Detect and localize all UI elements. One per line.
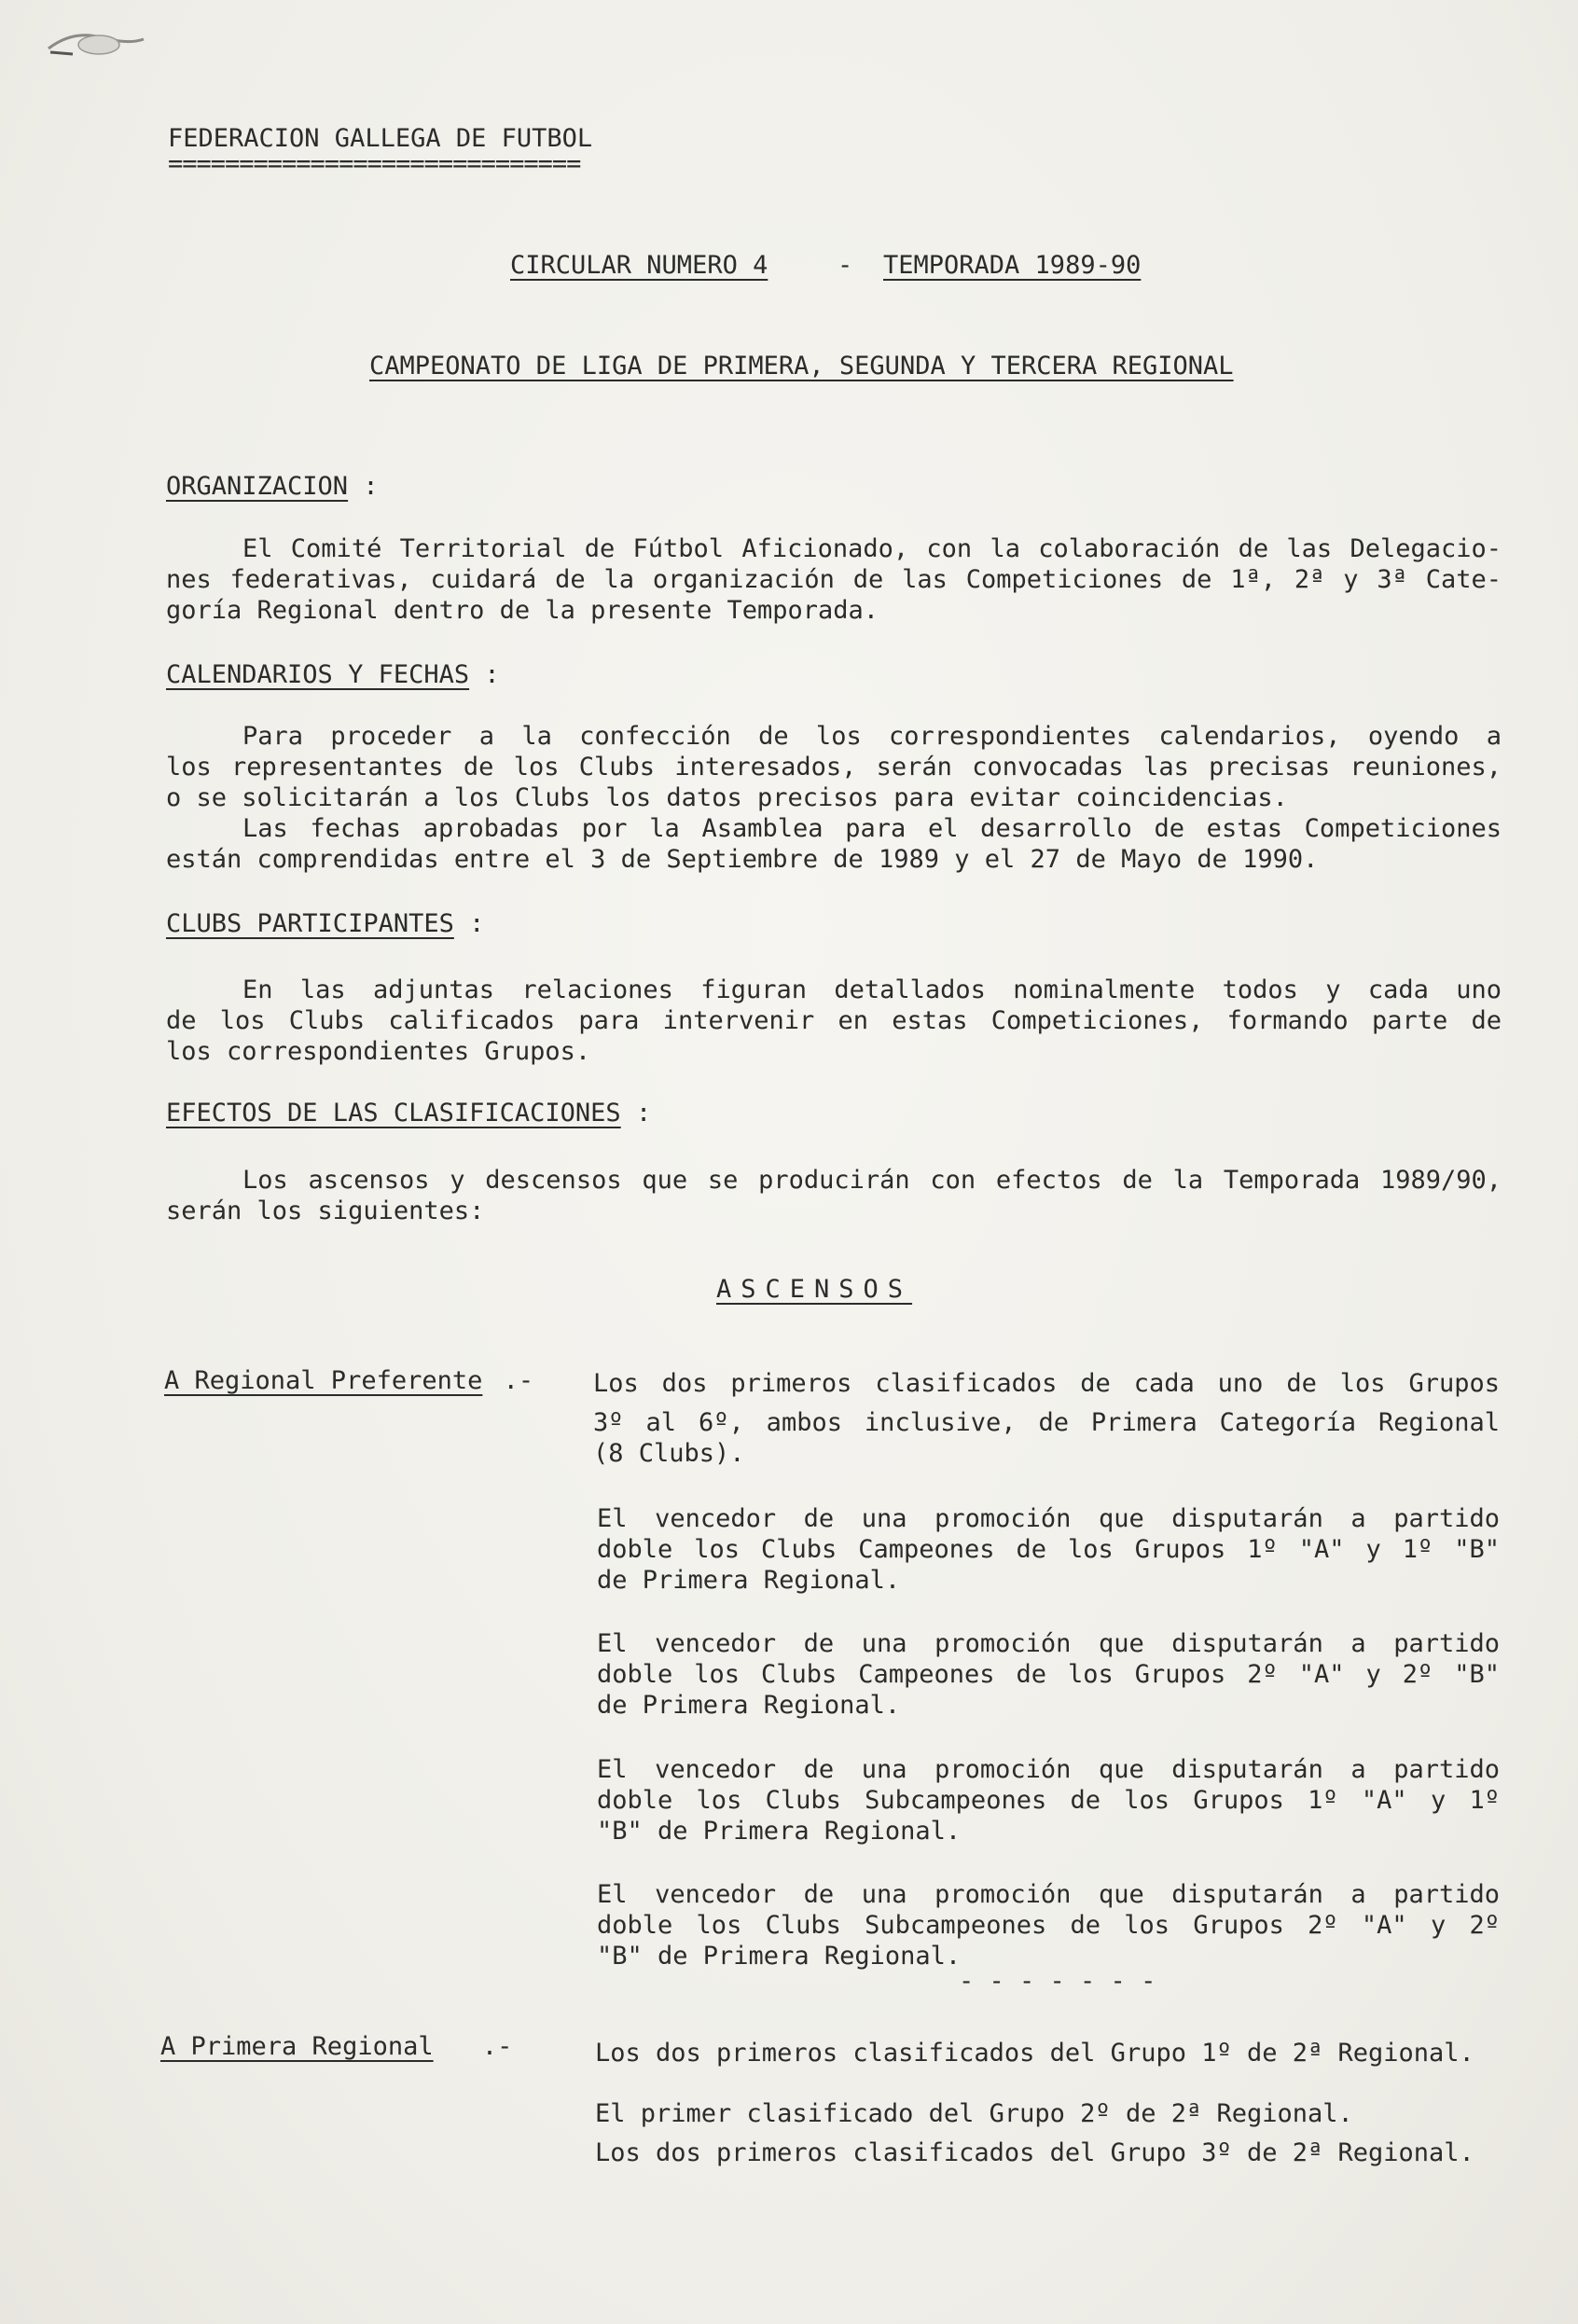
primera-item: El primer clasificado del Grupo 2º de 2ª Regional.	[595, 2099, 1353, 2128]
text-line: doble los Clubs Campeones de los Grupos 1º "A" y 1º "B"	[597, 1535, 1500, 1564]
text-line: doble los Clubs Campeones de los Grupos 2º "A" y 2º "B"	[597, 1660, 1500, 1689]
text-line: El vencedor de una promoción que disputarán a partido	[597, 1629, 1500, 1658]
text-line: 3º al 6º, ambos inclusive, de Primera Categoría Regional	[593, 1408, 1500, 1437]
text-line: El vencedor de una promoción que disputarán a partido	[597, 1880, 1500, 1909]
text-line: o se solicitarán a los Clubs los datos precisos para evitar coincidencias.	[166, 783, 1288, 812]
subtitle: CAMPEONATO DE LIGA DE PRIMERA, SEGUNDA Y TERCERA REGIONAL	[369, 352, 1234, 380]
text-line: de los Clubs calificados para intervenir en estas Competiciones, formando parte de	[166, 1006, 1502, 1035]
text-line: El vencedor de una promoción que disputarán a partido	[597, 1755, 1500, 1784]
section-heading-calendarios	[166, 659, 500, 690]
heading-text: CALENDARIOS Y FECHAS	[166, 660, 470, 689]
section-heading-clubs	[166, 908, 484, 939]
paragraph-organizacion	[166, 533, 1502, 626]
text-line: doble los Clubs Subcampeones de los Grupos 2º "A" y 2º	[597, 1911, 1500, 1940]
preferente-item	[597, 1754, 1500, 1847]
text-line: "B" de Primera Regional.	[597, 1942, 962, 1971]
heading-text: CLUBS PARTICIPANTES	[166, 909, 454, 938]
paragraph-efectos	[166, 1165, 1502, 1226]
label-separator: .-	[481, 2032, 513, 2061]
label-separator: .-	[503, 1366, 534, 1395]
text-line: nes federativas, cuidará de la organización de las Competiciones de 1ª, 2ª y 3ª Cate-	[166, 565, 1502, 594]
text-line: Los ascensos y descensos que se producirán con efectos de la Temporada 1989/90,	[242, 1166, 1502, 1195]
federation-name: FEDERACION GALLEGA DE FUTBOL	[168, 124, 593, 153]
season: TEMPORADA 1989-90	[883, 251, 1142, 280]
ascensos-title: ASCENSOS	[716, 1275, 913, 1304]
federation-double-rule: =============================	[168, 149, 581, 178]
circular-dash: -	[837, 251, 853, 280]
preferente-item	[597, 1628, 1500, 1721]
text-line: El Comité Territorial de Fútbol Aficionado, con la colaboración de las Delegacio-	[242, 534, 1502, 563]
text-line: los correspondientes Grupos.	[166, 1037, 591, 1066]
label-text: A Regional Preferente	[164, 1366, 483, 1395]
primera-item: Los dos primeros clasificados del Grupo 3º de 2ª Regional.	[595, 2138, 1474, 2167]
text-line: (8 Clubs).	[593, 1439, 745, 1468]
text-line: Los dos primeros clasificados de cada uno de los Grupos	[593, 1369, 1500, 1398]
primera-item: Los dos primeros clasificados del Grupo 1º de 2ª Regional.	[595, 2039, 1474, 2068]
text-line: los representantes de los Clubs interesados, serán convocadas las precisas reuniones,	[166, 753, 1502, 782]
staple-mark	[45, 21, 147, 65]
heading-colon: :	[635, 1099, 652, 1127]
section-divider: - - - - - - -	[959, 1967, 1156, 1996]
preferente-item	[593, 1368, 1500, 1469]
text-line: "B" de Primera Regional.	[597, 1817, 962, 1846]
text-line: de Primera Regional.	[597, 1566, 901, 1595]
heading-colon: :	[469, 909, 485, 938]
label-text: A Primera Regional	[160, 2032, 434, 2061]
circular-number: CIRCULAR NUMERO 4	[510, 251, 768, 280]
heading-text: ORGANIZACION	[166, 472, 349, 501]
text-line: de Primera Regional.	[597, 1691, 901, 1720]
text-line: están comprendidas entre el 3 de Septiembre de 1989 y el 27 de Mayo de 1990.	[166, 845, 1319, 874]
heading-colon: :	[363, 472, 379, 501]
text-line: En las adjuntas relaciones figuran detallados nominalmente todos y cada uno	[242, 975, 1502, 1004]
paragraph-calendarios	[166, 721, 1502, 875]
preferente-item	[597, 1503, 1500, 1596]
text-line: El vencedor de una promoción que disputarán a partido	[597, 1504, 1500, 1533]
heading-text: EFECTOS DE LAS CLASIFICACIONES	[166, 1099, 621, 1127]
text-line: serán los siguientes:	[166, 1197, 485, 1225]
label-primera-regional	[160, 2031, 512, 2062]
section-heading-efectos	[166, 1098, 651, 1128]
text-line: Para proceder a la confección de los correspondientes calendarios, oyendo a	[242, 722, 1502, 751]
preferente-item	[597, 1879, 1500, 1971]
section-heading-organizacion	[166, 471, 379, 502]
heading-colon: :	[484, 660, 500, 689]
text-line: goría Regional dentro de la presente Temporada.	[166, 596, 879, 625]
text-line: Las fechas aprobadas por la Asamblea para el desarrollo de estas Competiciones	[242, 814, 1502, 843]
paragraph-clubs	[166, 975, 1502, 1067]
text-line: doble los Clubs Subcampeones de los Grupos 1º "A" y 1º	[597, 1786, 1500, 1815]
label-regional-preferente	[164, 1365, 533, 1396]
